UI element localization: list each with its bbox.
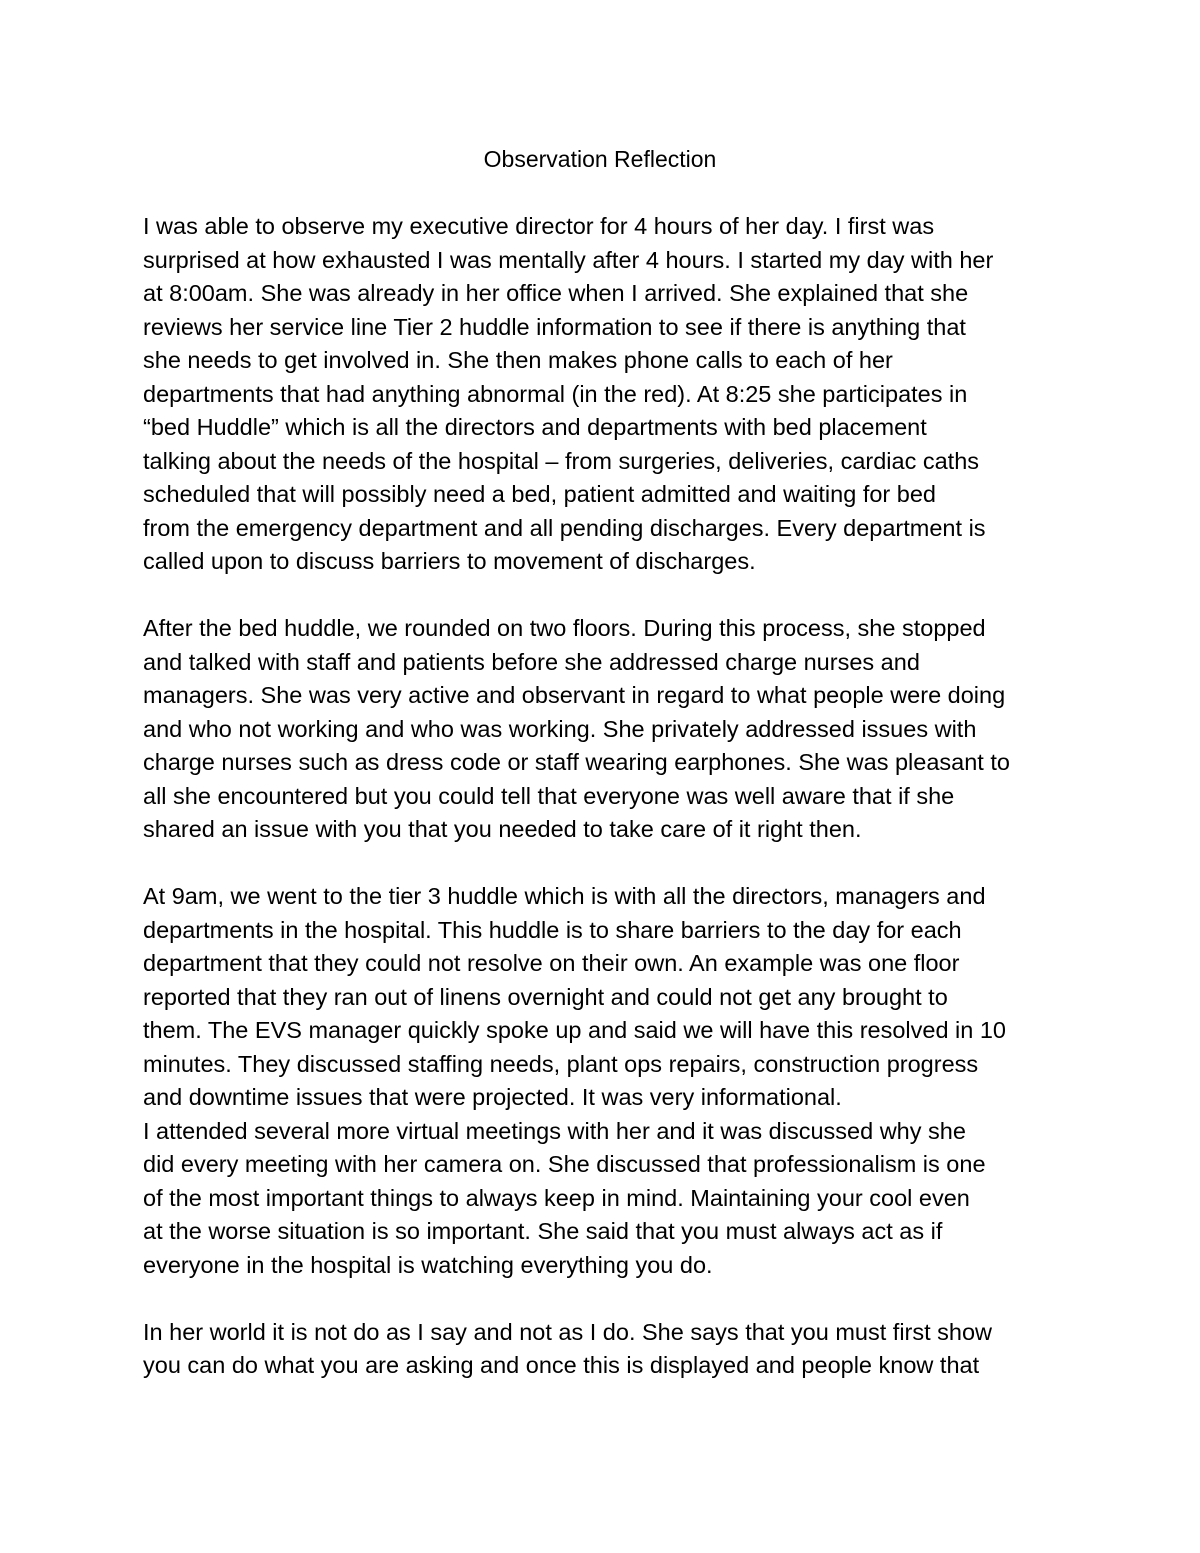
text-line: called upon to discuss barriers to movement of discharges. xyxy=(143,548,756,574)
paragraph-gap xyxy=(143,847,1083,881)
text-line: everyone in the hospital is watching everything you do. xyxy=(143,1251,713,1278)
text-line: at 8:00am. She was already in her office when I arrived. She explained that she xyxy=(143,280,969,306)
text-line: and talked with staff and patients before she addressed charge nurses and xyxy=(143,648,920,675)
text-line: scheduled that will possibly need a bed, patient admitted and waiting for bed xyxy=(143,481,936,507)
text-line: them. The EVS manager quickly spoke up and said we will have this resolved in 10 xyxy=(143,1017,1007,1043)
text-line: from the emergency department and all pending discharges. Every department is xyxy=(143,514,986,541)
text-line: talking about the needs of the hospital – from surgeries, deliveries, cardiac caths xyxy=(143,447,980,474)
text-line: reported that they ran out of linens overnight and could not get any brought to xyxy=(143,983,948,1010)
document-body xyxy=(143,210,1083,1383)
text-line: reviews her service line Tier 2 huddle information to see if there is anything that xyxy=(143,313,966,340)
paragraph xyxy=(143,880,1083,1282)
text-line: departments in the hospital. This huddle is to share barriers to the day for each xyxy=(143,916,962,943)
text-line: of the most important things to always keep in mind. Maintaining your cool even xyxy=(143,1184,970,1211)
text-line: and downtime issues that were projected. It was very informational. xyxy=(143,1084,842,1110)
text-line: minutes. They discussed staffing needs, plant ops repairs, construction progress xyxy=(143,1050,979,1077)
text-line: she needs to get involved in. She then makes phone calls to each of her xyxy=(143,347,893,373)
document-title: Observation Reflection xyxy=(483,146,717,172)
text-line: I attended several more virtual meetings with her and it was discussed why she xyxy=(143,1117,966,1144)
paragraph-gap xyxy=(143,579,1083,613)
text-line: and who not working and who was working. She privately addressed issues with xyxy=(143,715,977,742)
text-line: did every meeting with her camera on. She discussed that professionalism is one xyxy=(143,1151,986,1177)
text-line: all she encountered but you could tell that everyone was well aware that if she xyxy=(143,782,955,809)
text-line: charge nurses such as dress code or staff wearing earphones. She was pleasant to xyxy=(143,749,1010,775)
text-line: at the worse situation is so important. She said that you must always act as if xyxy=(143,1218,943,1244)
text-line: surprised at how exhausted I was mentally after 4 hours. I started my day with her xyxy=(143,246,994,273)
text-line: you can do what you are asking and once this is displayed and people know that xyxy=(143,1352,980,1378)
text-line: In her world it is not do as I say and not as I do. She says that you must first show xyxy=(143,1318,993,1345)
text-line: departments that had anything abnormal (in the red). At 8:25 she participates in xyxy=(143,380,968,407)
text-line: At 9am, we went to the tier 3 huddle which is with all the directors, managers and xyxy=(143,883,986,909)
paragraph xyxy=(143,612,1083,847)
text-line: shared an issue with you that you needed to take care of it right then. xyxy=(143,816,862,842)
paragraph-gap xyxy=(143,1282,1083,1316)
text-line: After the bed huddle, we rounded on two floors. During this process, she stopped xyxy=(143,615,986,641)
paragraph xyxy=(143,1316,1083,1383)
text-line: managers. She was very active and observant in regard to what people were doing xyxy=(143,682,1006,708)
paragraph xyxy=(143,210,1083,579)
text-line: “bed Huddle” which is all the directors and departments with bed placement xyxy=(143,414,927,440)
text-line: department that they could not resolve on their own. An example was one floor xyxy=(143,950,960,976)
text-line: I was able to observe my executive director for 4 hours of her day. I first was xyxy=(143,213,935,239)
